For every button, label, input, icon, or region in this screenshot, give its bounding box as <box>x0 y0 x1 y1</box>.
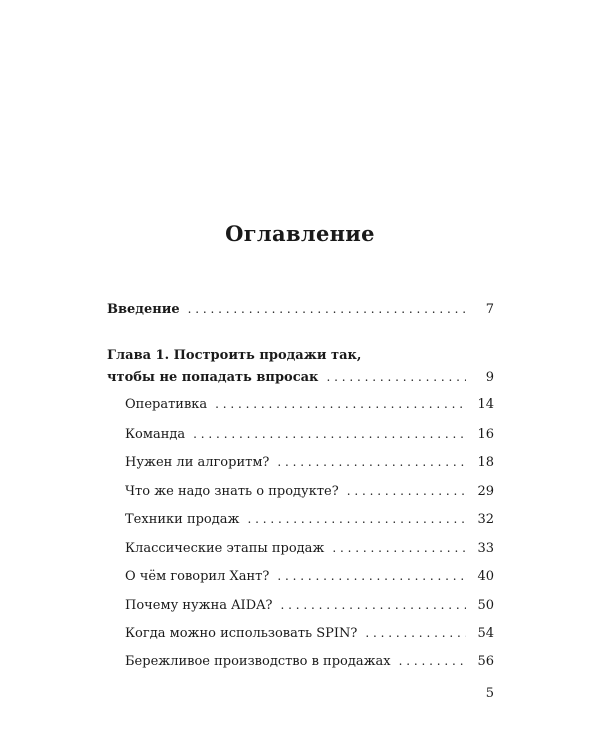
leader-dots <box>347 482 466 500</box>
toc-entry-title: Команда <box>125 427 186 442</box>
toc-entry-title: Когда можно использовать SPIN? <box>125 626 358 641</box>
leader-dots <box>280 596 466 614</box>
toc-entry-section[interactable] <box>125 425 494 444</box>
toc-entry-title: Оперативка <box>125 397 208 412</box>
leader-dots <box>215 395 466 413</box>
toc-entry-section[interactable] <box>125 652 494 671</box>
toc-entry-page: 14 <box>477 397 494 412</box>
toc-entry-title: О чём говорил Хант? <box>125 569 270 584</box>
leader-dots <box>188 300 466 318</box>
toc-entry-page: 29 <box>477 484 494 499</box>
toc-entry-section[interactable] <box>125 482 494 501</box>
toc-entry-intro[interactable] <box>107 300 494 319</box>
toc-entry-page: 32 <box>477 512 494 527</box>
toc-entry-section[interactable] <box>125 510 494 529</box>
toc-entry-chapter-1[interactable] <box>107 368 494 387</box>
chapter-1-title-line2: чтобы не попадать впросак <box>107 370 319 385</box>
leader-dots <box>332 539 466 557</box>
toc-entry-page: 7 <box>485 302 494 317</box>
toc-entry-page: 54 <box>477 626 494 641</box>
toc-entry-title: Что же надо знать о продукте? <box>125 484 339 499</box>
leader-dots <box>399 652 466 670</box>
toc-entry-page: 18 <box>477 455 494 470</box>
leader-dots <box>247 510 466 528</box>
leader-dots <box>326 368 466 386</box>
toc-entry-section[interactable] <box>125 624 494 643</box>
toc-entry-title: Классические этапы продаж <box>125 541 325 556</box>
toc-entry-page: 9 <box>485 370 494 385</box>
toc-entry-title: Введение <box>107 302 180 317</box>
toc-entry-page: 56 <box>477 654 494 669</box>
toc-entry-page: 33 <box>477 541 494 556</box>
toc-entry-section[interactable] <box>125 395 494 414</box>
toc-entry-section[interactable] <box>125 567 494 586</box>
toc-entry-section[interactable] <box>125 539 494 558</box>
leader-dots <box>193 425 466 443</box>
leader-dots <box>365 624 466 642</box>
toc-entry-page: 50 <box>477 598 494 613</box>
toc-entry-page: 16 <box>477 427 494 442</box>
leader-dots <box>277 453 466 471</box>
toc-entry-title: Нужен ли алгоритм? <box>125 455 270 470</box>
toc-entry-title: Бережливое производство в продажах <box>125 654 391 669</box>
toc-entry-page: 40 <box>477 569 494 584</box>
chapter-1-title-line1[interactable]: Глава 1. Построить продажи так, <box>107 348 362 363</box>
toc-entry-section[interactable] <box>125 596 494 615</box>
toc-entry-title: Почему нужна AIDA? <box>125 598 273 613</box>
toc-entry-section[interactable] <box>125 453 494 472</box>
toc-entry-title: Техники продаж <box>125 512 240 527</box>
leader-dots <box>277 567 466 585</box>
page-title: Оглавление <box>225 221 375 246</box>
page-number: 5 <box>485 686 494 701</box>
